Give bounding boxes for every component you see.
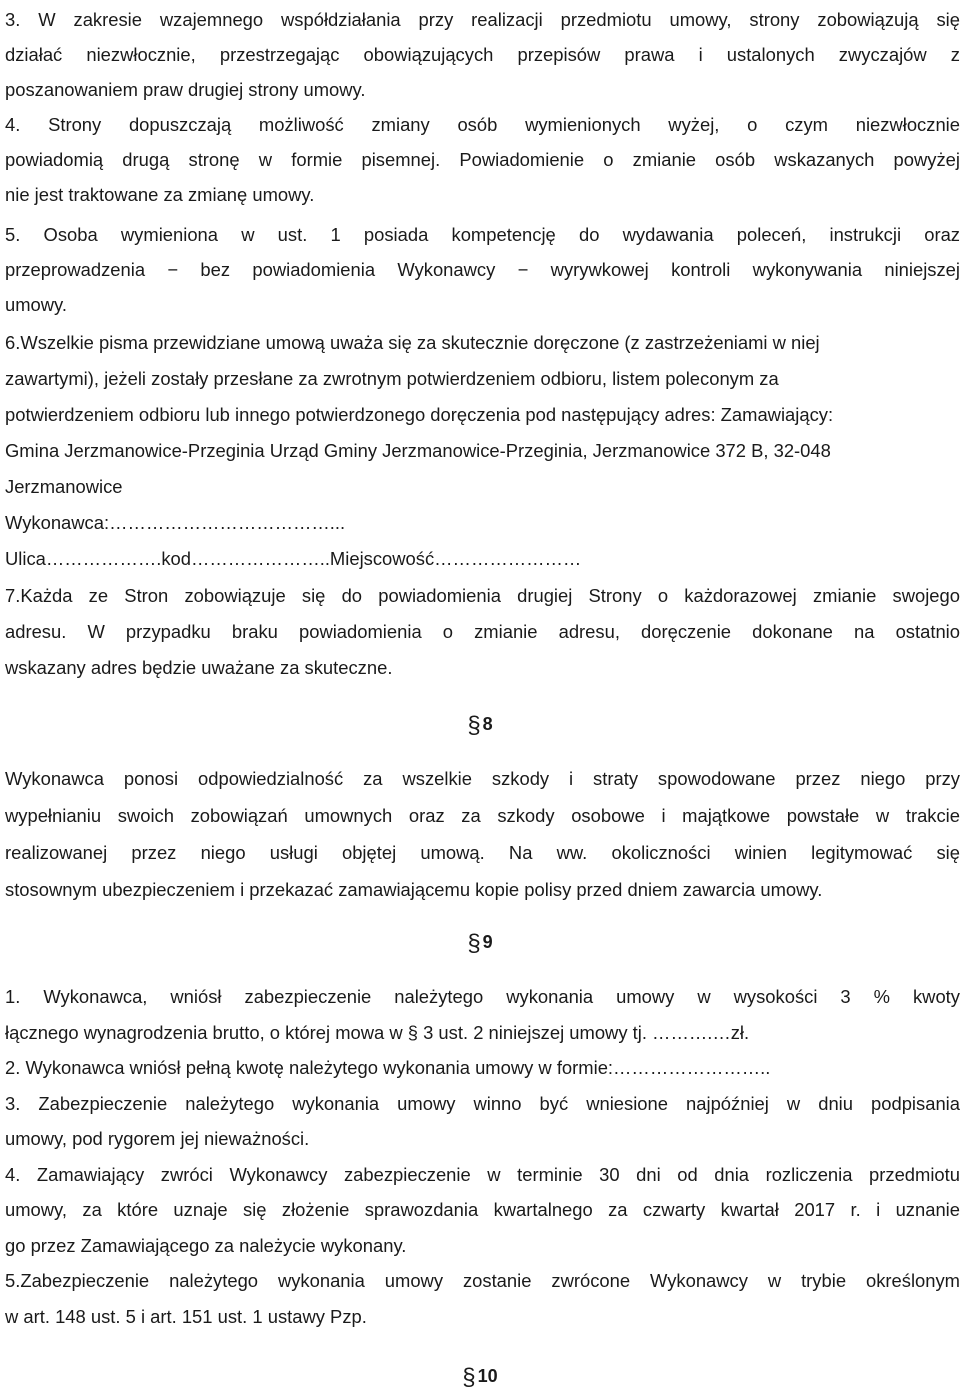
s9-p1-line-1: 1. Wykonawca, wniósł zabezpieczenie należytego wykonania umowy w wysokości 3 % kwoty	[5, 986, 960, 1007]
address-field: Ulica……………….kod…………………..Miejscowość……………………	[5, 548, 582, 569]
section-sign: §	[467, 712, 481, 739]
contractor-field: Wykonawca:………………………………...	[5, 512, 346, 533]
s8-line-2: wypełnianiu swoich zobowiązań umownych oraz za szkody osobowe i majątkowe powstałe w trakcie	[5, 805, 960, 826]
s9-p3-line-2: umowy, pod rygorem jej nieważności.	[5, 1128, 310, 1149]
clause-7-line-2: adresu. W przypadku braku powiadomienia o zmianie adresu, doręczenie dokonane na ostatnio	[5, 621, 960, 642]
section-9-heading	[0, 930, 960, 958]
s9-p4-line-1: 4. Zamawiający zwróci Wykonawcy zabezpieczenie w terminie 30 dni od dnia rozliczenia przedmiotu	[5, 1163, 960, 1185]
clause-4-line-1: 4. Strony dopuszczają możliwość zmiany osób wymienionych wyżej, o czym niezwłocznie	[5, 114, 960, 135]
clause-5	[5, 217, 960, 322]
clause-7	[5, 578, 960, 686]
clause-3	[5, 2, 960, 107]
clause-6-line-1: 6.Wszelkie pisma przewidziane umową uważa się za skutecznie doręczone (z zastrzeżeniami w niej	[5, 332, 820, 353]
clause-6-line-3: potwierdzeniem odbioru lub innego potwierdzonego doręczenia pod następujący adres: Zamawiający:	[5, 404, 834, 425]
clause-4	[5, 107, 960, 212]
s8-line-3: realizowanej przez niego usługi objętej umową. Na ww. okoliczności winien legitymować się	[5, 842, 960, 863]
clause-4-line-3: nie jest traktowane za zmianę umowy.	[5, 184, 315, 205]
section-10-heading	[0, 1364, 960, 1392]
clause-6	[5, 325, 960, 577]
clause-3-line-3: poszanowaniem praw drugiej strony umowy.	[5, 79, 366, 100]
clause-4-line-2: powiadomią drugą stronę w formie pisemnej. Powiadomienie o zmianie osób wskazanych powyżej	[5, 149, 960, 170]
section-8-body	[5, 760, 960, 908]
clause-3-line-2: działać niezwłocznie, przestrzegając obowiązujących przepisów prawa i ustalonych zwyczajów z	[5, 44, 960, 65]
s8-line-4: stosownym ubezpieczeniem i przekazać zamawiającemu kopie polisy przed dniem zawarcia umowy.	[5, 879, 823, 900]
clause-7-line-3: wskazany adres będzie uważane za skuteczne.	[5, 657, 393, 678]
section-number: 9	[482, 932, 493, 952]
clause-7-line-1: 7.Każda ze Stron zobowiązuje się do powiadomienia drugiej Strony o każdorazowej zmianie swojego	[5, 585, 960, 606]
section-8-heading	[0, 712, 960, 740]
s8-line-1: Wykonawca ponosi odpowiedzialność za wszelkie szkody i straty spowodowane przez niego przy	[5, 768, 960, 789]
section-9-body	[5, 979, 960, 1334]
s9-p5-line-1: 5.Zabezpieczenie należytego wykonania umowy zostanie zwrócone Wykonawcy w trybie określonym	[5, 1270, 960, 1291]
section-sign: §	[462, 1364, 476, 1391]
s9-p3-line-1: 3. Zabezpieczenie należytego wykonania umowy winno być wniesione najpóźniej w dniu podpisania	[5, 1092, 960, 1114]
s9-p2-line-1: 2. Wykonawca wniósł pełną kwotę należytego wykonania umowy w formie:……………………..	[5, 1057, 771, 1078]
clause-5-line-2: przeprowadzenia − bez powiadomienia Wykonawcy − wyrywkowej kontroli wykonywania niniejszej	[5, 259, 960, 280]
section-number: 10	[477, 1366, 498, 1386]
clause-5-line-3: umowy.	[5, 294, 67, 315]
clause-3-line-1: 3. W zakresie wzajemnego współdziałania przy realizacji przedmiotu umowy, strony zobowiązują się	[5, 9, 960, 30]
clause-6-line-2: zawartymi), jeżeli zostały przesłane za zwrotnym potwierdzeniem odbioru, listem poleconym za	[5, 368, 779, 389]
clause-6-line-5: Jerzmanowice	[5, 476, 123, 497]
s9-p5-line-2: w art. 148 ust. 5 i art. 151 ust. 1 ustawy Pzp.	[5, 1305, 367, 1327]
clause-6-line-4: Gmina Jerzmanowice-Przeginia Urząd Gminy Jerzmanowice-Przeginia, Jerzmanowice 372 B, 32-048	[5, 440, 831, 461]
clause-5-line-1: 5. Osoba wymieniona w ust. 1 posiada kompetencję do wydawania poleceń, instrukcji oraz	[5, 224, 960, 245]
s9-p1-line-2: łącznego wynagrodzenia brutto, o której mowa w § 3 ust. 2 niniejszej umowy tj. ……….…zł.	[5, 1021, 750, 1043]
section-number: 8	[482, 714, 493, 734]
section-sign: §	[467, 930, 481, 957]
s9-p4-line-3: go przez Zamawiającego za należycie wykonany.	[5, 1234, 407, 1256]
s9-p4-line-2: umowy, za które uznaje się złożenie sprawozdania kwartalnego za czwarty kwartał 2017 r. i uznanie	[5, 1199, 960, 1220]
